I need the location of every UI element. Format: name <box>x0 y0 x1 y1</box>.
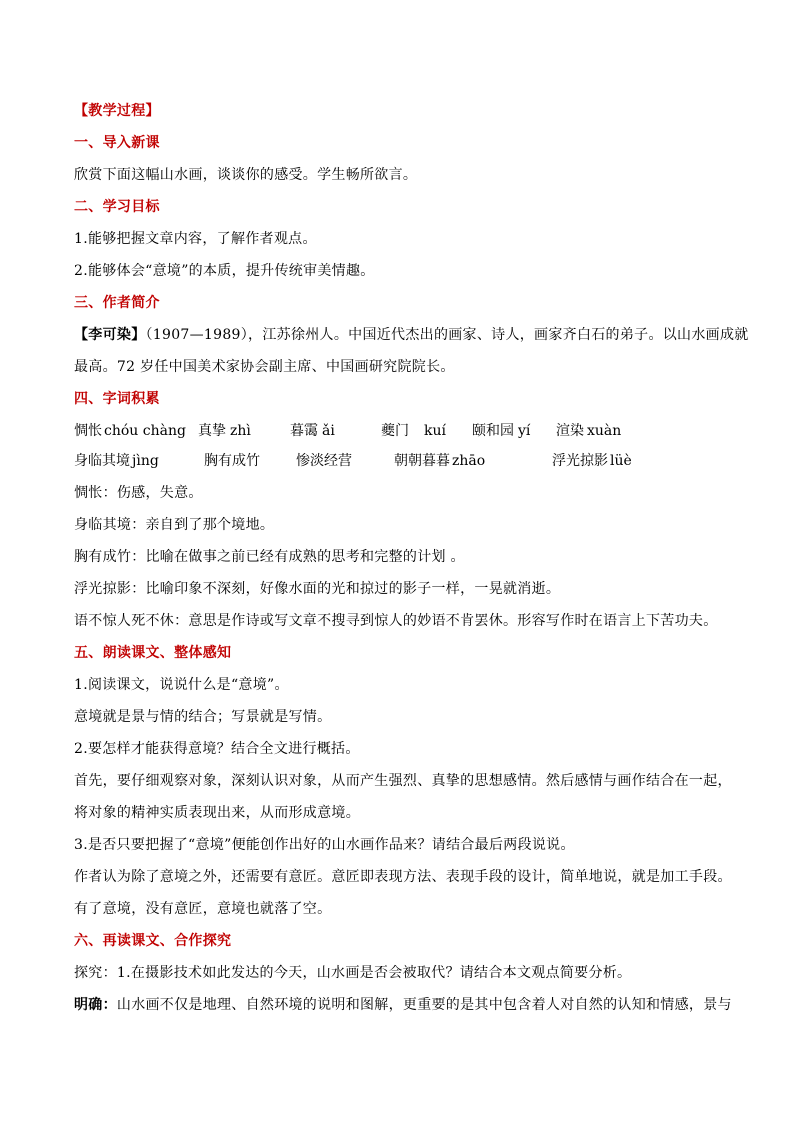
vocab-pinyin: xuàn <box>587 423 622 439</box>
reading-line: 3.是否只要把握了“意境”便能创作出好的山水画作品来？请结合最后两段说说。 <box>74 837 575 853</box>
goal-item: 1.能够把握文章内容，了解作者观点。 <box>74 231 317 247</box>
author-bio-line <box>74 325 749 345</box>
definition-item: 语不惊人死不休：意思是作诗或写文章不搜寻到惊人的妙语不肯罢休。形容写作时在语言上下苦功夫。 <box>74 613 718 629</box>
intro-text: 欣赏下面这幅山水画，谈谈你的感受。学生畅所欲言。 <box>74 167 418 183</box>
section-heading-vocab: 四、字词积累 <box>74 391 160 407</box>
section-heading-intro: 一、导入新课 <box>74 135 160 151</box>
reading-line: 2.要怎样才能获得意境？结合全文进行概括。 <box>74 741 360 757</box>
vocab-word: 夔门 <box>381 423 409 439</box>
vocab-word: 暮霭 <box>290 423 318 439</box>
vocab-word: 浮光掠影 <box>552 453 608 469</box>
reading-line: 意境就是景与情的结合；写景就是写情。 <box>74 709 332 725</box>
teaching-process-heading: 【教学过程】 <box>74 103 160 119</box>
explore-question: 探究：1.在摄影技术如此发达的今天，山水画是否会被取代？请结合本文观点简要分析。 <box>74 965 632 981</box>
vocab-word: 真挚 <box>198 423 226 439</box>
reading-line: 有了意境，没有意匠，意境也就落了空。 <box>74 901 332 917</box>
definition-item: 胸有成竹：比喻在做事之前已经有成熟的思考和完整的计划 。 <box>74 549 465 565</box>
vocab-word: 渲染 <box>556 423 584 439</box>
vocab-word: 惆怅 <box>74 423 102 439</box>
author-bio-text: （1907—1989），江苏徐州人。中国近代杰出的画家、诗人，画家齐白石的弟子。以山水画成就 <box>145 327 749 343</box>
vocab-word: 朝朝暮暮 <box>394 453 450 469</box>
section-heading-goals: 二、学习目标 <box>74 199 160 215</box>
section-heading-explore: 六、再读课文、合作探究 <box>74 933 232 949</box>
author-name: 【李可染】 <box>74 327 146 343</box>
reading-line: 作者认为除了意境之外，还需要有意匠。意匠即表现方法、表现手段的设计，简单地说，就是加工手段。 <box>74 869 732 885</box>
vocab-pinyin: yí <box>518 423 531 439</box>
reading-line: 1.阅读课文，说说什么是“意境”。 <box>74 677 289 693</box>
explore-answer <box>74 995 732 1015</box>
section-heading-author: 三、作者简介 <box>74 295 160 311</box>
vocab-pinyin: zhì <box>230 423 251 439</box>
vocab-pinyin: lüè <box>610 453 632 469</box>
vocab-word: 胸有成竹 <box>204 453 260 469</box>
vocab-word: 颐和园 <box>472 423 514 439</box>
vocab-pinyin: chóu chàng <box>104 423 186 439</box>
author-bio-line: 最高。72 岁任中国美术家协会副主席、中国画研究院院长。 <box>74 359 455 375</box>
vocab-pinyin: kuí <box>424 423 446 439</box>
answer-text: 山水画不仅是地理、自然环境的说明和图解，更重要的是其中包含着人对自然的认知和情感，景与 <box>116 997 732 1013</box>
vocab-pinyin: zhāo <box>452 453 486 469</box>
reading-line: 将对象的精神实质表现出来，从而形成意境。 <box>74 805 360 821</box>
vocab-pinyin: jìng <box>132 453 159 469</box>
vocab-pinyin: ǎi <box>322 423 335 439</box>
reading-line: 首先，要仔细观察对象，深刻认识对象，从而产生强烈、真挚的思想感情。然后感情与画作结合在一起， <box>74 773 732 789</box>
answer-label: 明确： <box>74 997 117 1013</box>
goal-item: 2.能够体会“意境”的本质，提升传统审美情趣。 <box>74 263 375 279</box>
definition-item: 浮光掠影：比喻印象不深刻，好像水面的光和掠过的影子一样，一晃就消逝。 <box>74 581 561 597</box>
definition-item: 身临其境：亲自到了那个境地。 <box>74 517 275 533</box>
definition-item: 惆怅：伤感，失意。 <box>74 485 203 501</box>
vocab-word: 惨淡经营 <box>296 453 352 469</box>
section-heading-reading: 五、朗读课文、整体感知 <box>74 645 232 661</box>
vocab-word: 身临其境 <box>74 453 130 469</box>
